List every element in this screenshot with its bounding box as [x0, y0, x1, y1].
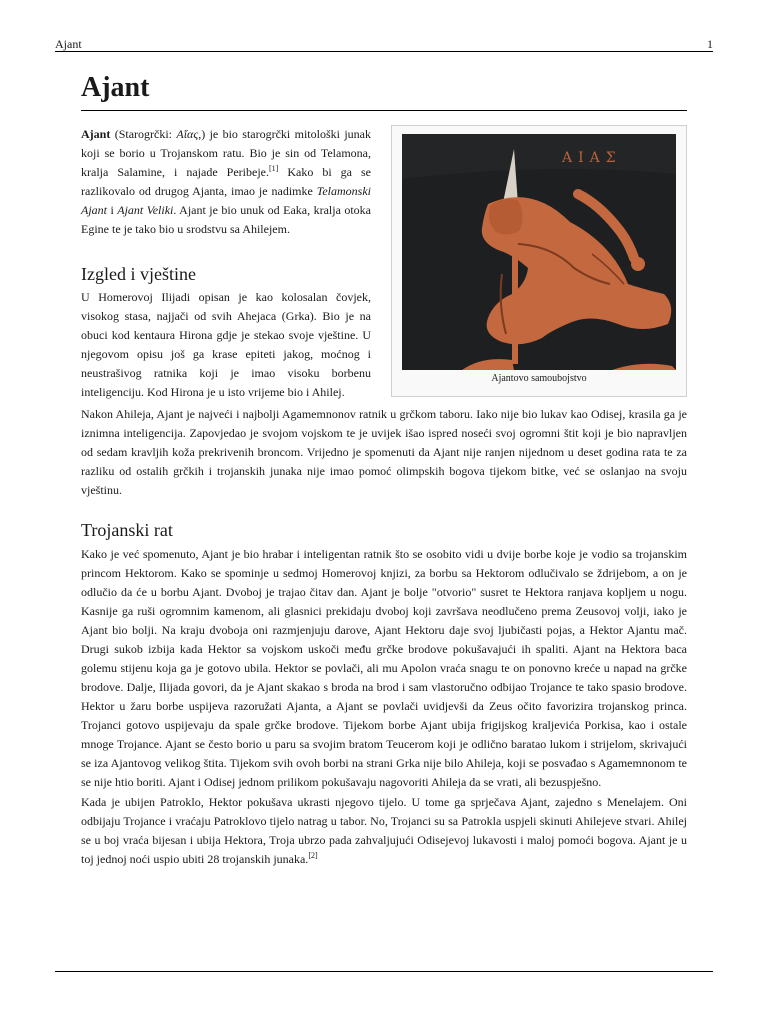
vase-inscription: ΑΙΑΣ	[562, 150, 622, 166]
section-heading-trojanski-rat: Trojanski rat	[81, 520, 173, 540]
figure-thumbnail[interactable]	[391, 125, 687, 397]
intro-text-b: ,) je bio starogrčki mitološki junak koji se borio u Trojanskom ratu. Bio je sin od Telamona, kralja Salamine, i najade Peribeje.	[81, 127, 371, 179]
lead-term: Ajant	[81, 127, 111, 141]
page-title: Ajant	[81, 68, 687, 111]
intro-text-e: . Ajant je bio unuk od Eaka, kralja otoka Egine te je tako bio u srodstvu sa Ahilejem.	[81, 203, 372, 236]
section2-paragraph-2-text: Kada je ubijen Patroklo, Hektor pokušava ukrasti njegovo tijelo. U tome ga sprječava Ajant, zajedno s Menelajem. Oni odbijaju Trojance i vraćaju Patroklovo tijelo natrag u tabor. No, Trojanci su sa Patrokla uspjeli skinuti Ahilejeve stvari. Ahilej se u boj vraća bijesan i ubija Hektora, Troja ubrzo pada zahvaljujući Odisejevoj lukavosti i maloj pomoći bogova. Ajant je u toj jednoj noći uspio ubiti 28 trojanskih junaka.	[81, 795, 687, 866]
section1-paragraph-2: Nakon Ahileja, Ajant je najveći i najbolji Agamemnonov ratnik u grčkom taboru. Iako nije bio lukav kao Odisej, krasila ga je iznimna inteligencija. Zapovjedao je svojom vojskom te je uvijek išao ispred noseći svoj ogromni štit koji je bio napravljen od sedam kravljih koža prekrivenih broncom. Vrijedno je spomenuti da Ajant nije ranjen nijednom u deset godina rata te za razliku od ostalih grčkih i trojanskih junaka nije imao pomoć olimpskih bogova tijekom bitke, već se oslanjao na svoju vještinu.	[81, 407, 687, 497]
intro-text-a: (Starogrčki:	[110, 127, 177, 141]
intro-paragraph	[81, 125, 371, 239]
section2-paragraph-1: Kako je već spomenuto, Ajant je bio hrabar i inteligentan ratnik što se osobito vidi u dvije borbe koje je vodio sa trojanskim princom Hektorom. Kako se spominje u sedmoj Homerovoj knjizi, za borbu sa Hektorom odlučivalo se ždrijebom, a on je odlučio da će u borbu Ajant. Dvoboj je trajao čitav dan. Ajant je bolje "otvorio" susret te Hektora ranjava kopljem u nogu. Kasnije ga ruši ogromnim kamenom, ali glasnici prekidaju dvoboj koji završava neodlučeno prema Zeusovoj volji, iako je Ajant bio bolji. Na kraju dvoboja oni razmjenjuju darove, Ajant Hektoru daje svoj ljubičasti pojas, a Hektor Ajantu mač. Drugi sukob izbija kada Hektor sa vojskom uskoči među grčke brodove pokušavajući ih spaliti. Ajant na Hektora baca golemu stijenu koja ga je gotovo ubila. Hektor se povlači, ali mu Apolon vraća snagu te on ponovno kreće u napad na grčke brodove. Dalje, Ilijada govori, da je Ajant skakao s broda na brod i sam vlastoručno odbijao Trojance te tako spasio brodove. Hektor u žaru borbe uspijeva razoružati Ajanta, a Ajant se povlači uvidjevši da Zeus očito favorizira trojanskog princa. Trojanci gotovo uspijevaju da spale grčke brodove. Tijekom borbe Ajant ubija frigijskog kraljevića Porkisa, kao i ostale mnoge Trojance. Ajant se često borio u paru sa svojim bratom Teucerom koji je odlično baratao lukom i strijelom, skrivajući se iza Ajantovog velikog štita. Tijekom svih ovoh borbi na strani Grka nije bilo Ahileja, koji se posvađao s Agamemnonom te se nije htio boriti. Ajant i Odisej jednom prilikom pokušavaju nagovoriti Ahileja da se vrati, ali bezuspješno.	[81, 547, 687, 789]
figure-caption: Ajantovo samoubojstvo	[491, 373, 587, 384]
nickname-2: Ajant Veliki	[117, 203, 174, 217]
intro-block	[81, 125, 687, 402]
running-header	[55, 36, 713, 52]
intro-column	[81, 125, 371, 402]
running-title: Ajant	[55, 37, 82, 51]
intro-text-d: i	[107, 203, 118, 217]
article	[81, 68, 687, 869]
section1-paragraph-1: U Homerovoj Ilijadi opisan je kao kolosalan čovjek, visokog stasa, najjači od svih Ahejaca (Grka). Bio je na obuci kod kentaura Hirona gdje je stekao svoje vještine. U njegovom opisu još ga krase epiteti jakog, moćnog i neustrašivog ratnika koji je imao visoku borbenu inteligenciju. Kod Hirona je u isto vrijeme bio i Ahilej.	[81, 290, 371, 399]
page-number: 1	[707, 37, 713, 51]
section2-paragraph-2	[81, 793, 687, 869]
ajax-suicide-illustration	[402, 134, 676, 370]
reference-link-2[interactable]: [2]	[308, 851, 318, 860]
vase-painting-image[interactable]	[402, 134, 676, 370]
greek-name-link[interactable]: Αἴας	[176, 127, 199, 141]
nickname-1: Telamonski Ajant	[81, 184, 371, 217]
intro-text-c: Kako bi ga se razlikovalo od drugog Ajanta, imao je nadimke	[81, 165, 371, 198]
header-rule	[55, 51, 713, 52]
reference-link-1[interactable]: [1]	[268, 164, 279, 173]
footer-rule	[55, 971, 713, 972]
section-heading-izgled: Izgled i vještine	[81, 264, 196, 284]
